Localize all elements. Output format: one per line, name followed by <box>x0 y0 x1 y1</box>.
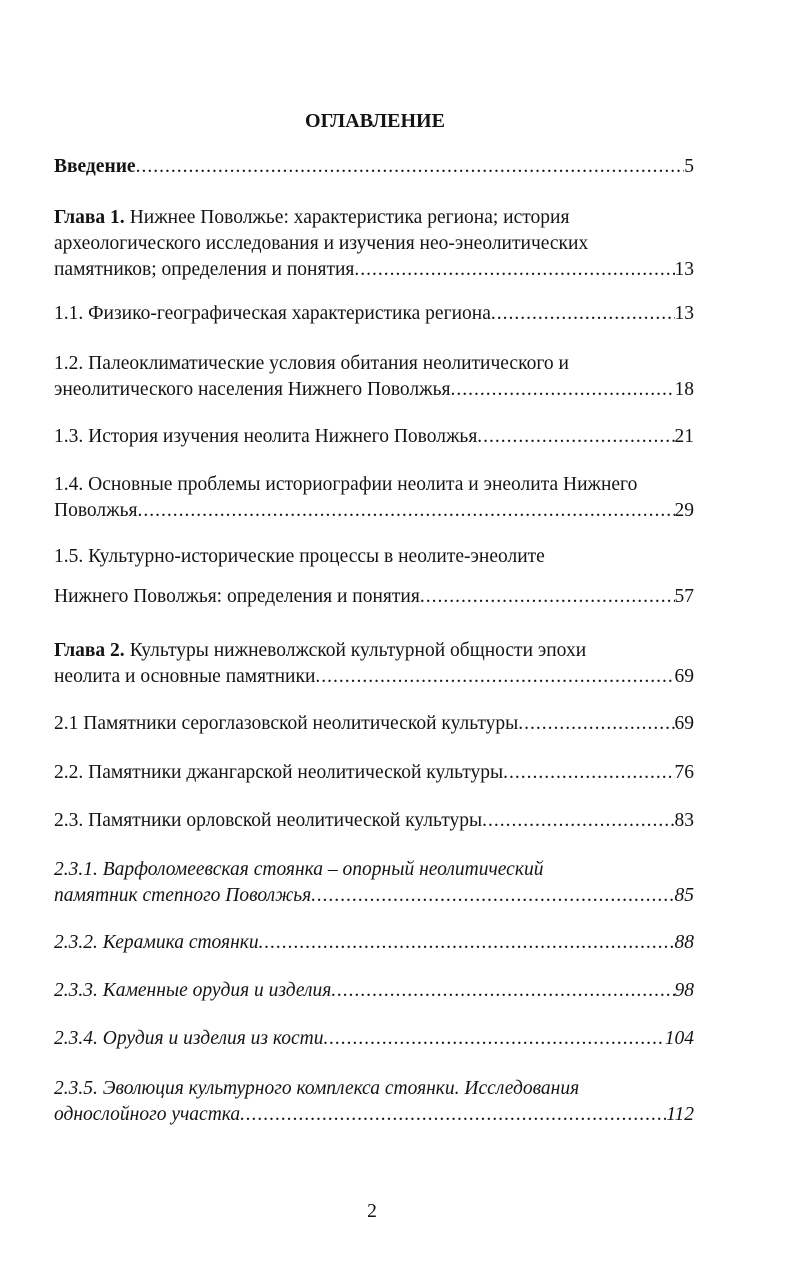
toc-entry-text: 1.1. Физико-географическая характеристика региона <box>54 303 491 324</box>
toc-page-number: 83 <box>674 810 694 831</box>
toc-entry-text: 2.1 Памятники сероглазовской неолитической культуры <box>54 713 519 734</box>
toc-page-number: 57 <box>674 586 694 607</box>
toc-page-number: 13 <box>674 303 694 324</box>
toc-entry-text: 2.3. Памятники орловской неолитической культуры <box>54 810 483 831</box>
toc-entry-text: 2.2. Памятники джангарской неолитической культуры <box>54 762 504 783</box>
toc-entry-text: памятник степного Поволжья <box>54 885 312 906</box>
toc-entry-text: 2.3.3. Каменные орудия и изделия <box>54 980 332 1001</box>
toc-entry-text: археологического исследования и изучения нео-энеолитических <box>54 233 589 254</box>
dot-leader <box>354 257 674 283</box>
dot-leader <box>315 664 674 690</box>
dot-leader <box>311 883 674 909</box>
toc-entry-1-5[interactable] <box>54 544 694 610</box>
toc-entry-chapter-2[interactable] <box>54 638 694 690</box>
toc-page-number: 88 <box>674 932 694 953</box>
dot-leader <box>420 584 675 610</box>
toc-chapter-label: Глава 1. <box>54 207 125 228</box>
toc-entry-text: 1.3. История изучения неолита Нижнего Поволжья <box>54 426 478 447</box>
toc-entry-text: неолита и основные памятники <box>54 666 316 687</box>
toc-entry-2-3[interactable] <box>54 808 694 834</box>
toc-entry-label: Введение <box>54 156 136 177</box>
toc-page-number: 5 <box>684 156 694 177</box>
toc-entry-1-4[interactable] <box>54 472 694 524</box>
page-number: 2 <box>367 1201 377 1222</box>
toc-entry-text: 2.3.5. Эволюция культурного комплекса стоянки. Исследования <box>54 1078 580 1099</box>
toc-page-number: 69 <box>674 666 694 687</box>
toc-entry-1-1[interactable] <box>54 301 694 327</box>
toc-entry-text: 2.3.2. Керамика стоянки <box>54 932 259 953</box>
toc-entry-text: однослойного участка <box>54 1104 241 1125</box>
page-title: ОГЛАВЛЕНИЕ <box>305 110 445 132</box>
toc-entry-2-2[interactable] <box>54 760 694 786</box>
toc-page-number: 98 <box>674 980 694 1001</box>
dot-leader <box>491 301 675 327</box>
dot-leader <box>450 377 674 403</box>
dot-leader <box>518 711 674 737</box>
dot-leader <box>477 424 674 450</box>
toc-entry-text: Нижнее Поволжье: характеристика региона; история <box>129 207 570 228</box>
toc-entry-chapter-1[interactable] <box>54 205 694 283</box>
toc-page-number: 13 <box>674 259 694 280</box>
toc-entry-text: 1.2. Палеоклиматические условия обитания неолитического и <box>54 353 569 374</box>
toc-entry-text: 2.3.4. Орудия и изделия из кости <box>54 1028 324 1049</box>
toc-page-number: 21 <box>674 426 694 447</box>
toc-entry-text: 2.3.1. Варфоломеевская стоянка – опорный неолитический <box>54 859 544 880</box>
toc-page-number: 112 <box>666 1104 694 1125</box>
toc-entry-2-3-1[interactable] <box>54 857 694 909</box>
dot-leader <box>482 808 674 834</box>
toc-entry-text: Нижнего Поволжья: определения и понятия <box>54 586 420 607</box>
toc-entry-text: Поволжья <box>54 500 138 521</box>
toc-page-number: 69 <box>674 713 694 734</box>
dot-leader <box>503 760 674 786</box>
toc-entry-introduction[interactable] <box>54 154 694 180</box>
toc-entry-2-3-2[interactable] <box>54 930 694 956</box>
toc-entry-text: 1.5. Культурно-исторические процессы в неолите-энеолите <box>54 546 545 567</box>
toc-page-number: 18 <box>674 379 694 400</box>
toc-entry-2-3-3[interactable] <box>54 978 694 1004</box>
toc-entry-1-3[interactable] <box>54 424 694 450</box>
toc-chapter-label: Глава 2. <box>54 640 125 661</box>
toc-entry-text: памятников; определения и понятия <box>54 259 355 280</box>
toc-entry-text: энеолитического населения Нижнего Поволжья <box>54 379 451 400</box>
toc-entry-2-1[interactable] <box>54 711 694 737</box>
dot-leader <box>324 1026 665 1052</box>
toc-page-number: 104 <box>664 1028 694 1049</box>
toc-entry-1-2[interactable] <box>54 351 694 403</box>
dot-leader <box>331 978 674 1004</box>
toc-entry-2-3-4[interactable] <box>54 1026 694 1052</box>
dot-leader <box>136 154 685 180</box>
toc-page-number: 29 <box>674 500 694 521</box>
toc-entry-2-3-5[interactable] <box>54 1076 694 1128</box>
toc-entry-text: Культуры нижневолжской культурной общности эпохи <box>129 640 587 661</box>
dot-leader <box>137 498 674 524</box>
toc-page-number: 85 <box>674 885 694 906</box>
dot-leader <box>240 1102 666 1128</box>
dot-leader <box>259 930 675 956</box>
toc-entry-text: 1.4. Основные проблемы историографии неолита и энеолита Нижнего <box>54 474 638 495</box>
toc-page-number: 76 <box>674 762 694 783</box>
